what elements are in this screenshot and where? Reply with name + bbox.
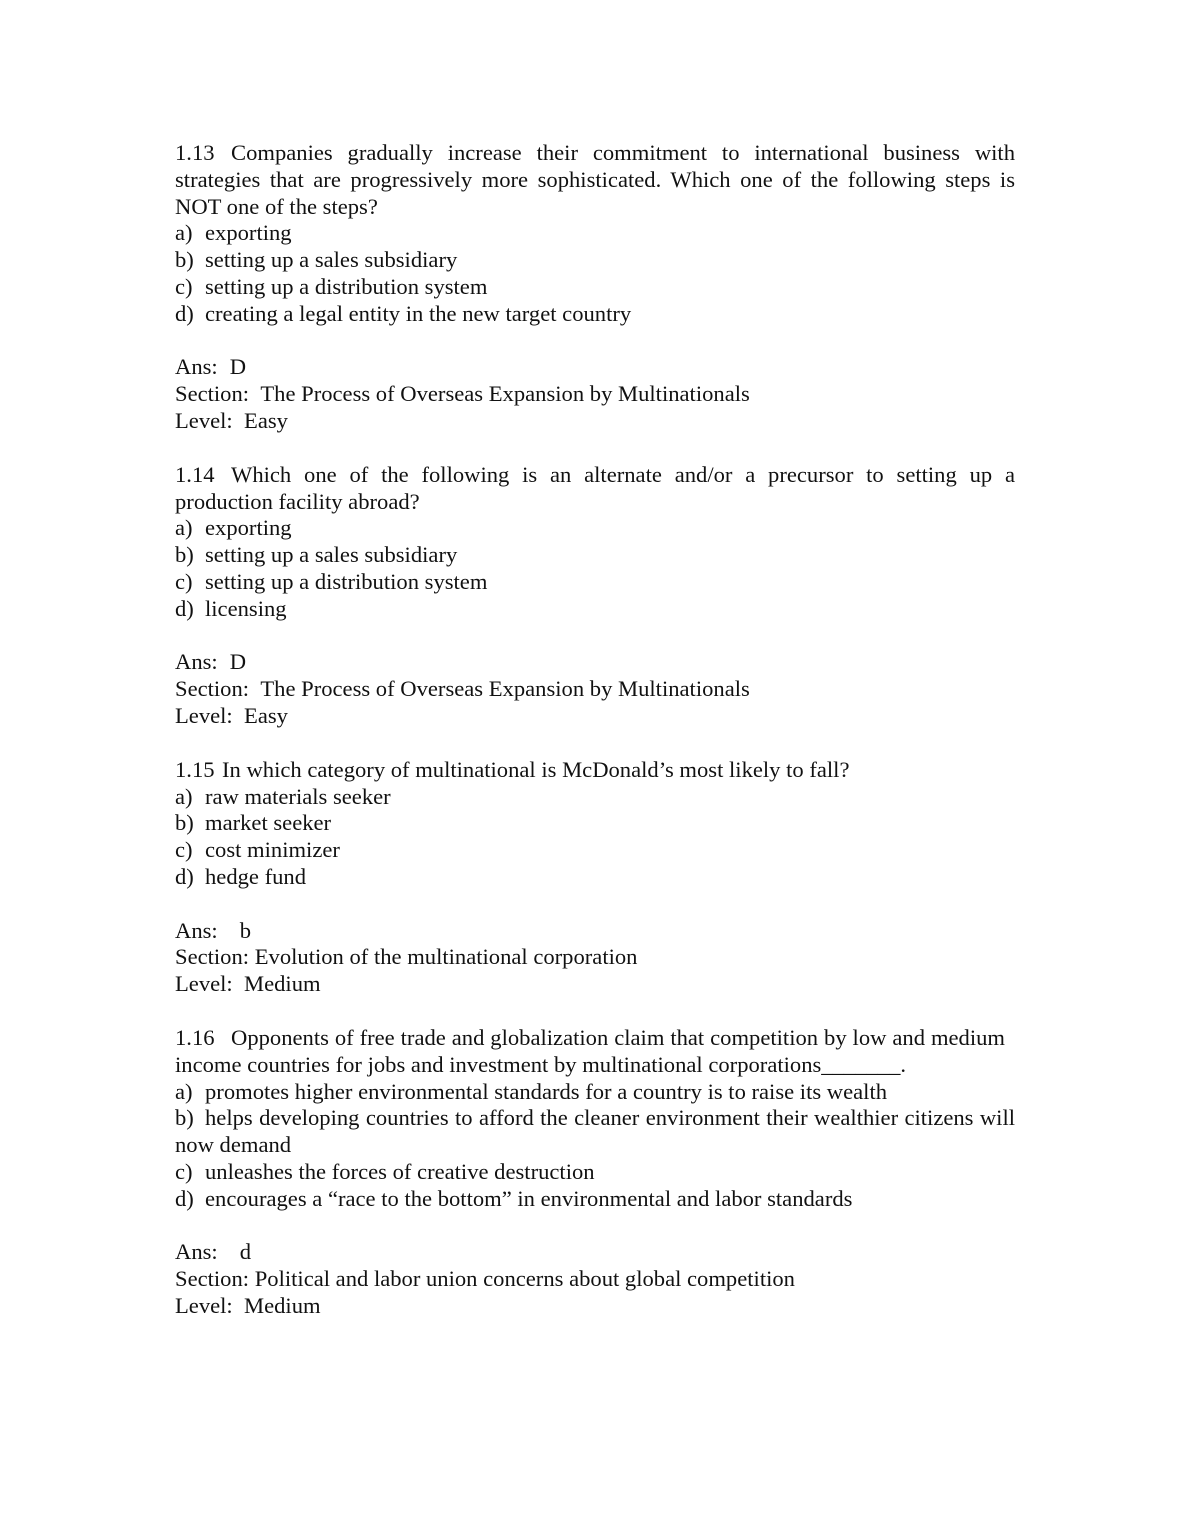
section-value: The Process of Overseas Expansion by Multinationals [260,381,750,407]
option-text: market seeker [205,810,332,836]
question-text: Which one of the following is an alternate and/or a precursor to setting up a production facility abroad? [175,461,1015,514]
answer-label: Ans: [175,1239,218,1265]
question-meta [175,649,1015,729]
option-d [175,864,1015,891]
level-label: Level: [175,1292,233,1318]
answer-line [175,649,1015,676]
section-line [175,381,1015,408]
level-label: Level: [175,702,233,728]
option-text: exporting [205,515,292,541]
section-line [175,944,1015,971]
option-letter: a) [175,220,193,246]
option-c [175,837,1015,864]
section-value: The Process of Overseas Expansion by Multinationals [260,676,750,702]
question-number: 1.16 [175,1024,215,1050]
question-1-13 [175,140,1015,435]
section-value: Political and labor union concerns about global competition [254,1266,795,1292]
option-text: hedge fund [205,863,307,889]
option-letter: b) [175,247,194,273]
option-text: licensing [205,595,287,621]
answer-options [175,515,1015,622]
section-label: Section: [175,1266,250,1292]
answer-line [175,918,1015,945]
option-b [175,542,1015,569]
section-label: Section: [175,944,250,970]
option-letter: c) [175,273,193,299]
answer-options [175,784,1015,891]
question-number: 1.14 [175,461,215,487]
answer-value: d [239,1239,251,1265]
level-value: Easy [244,702,288,728]
option-d [175,596,1015,623]
option-letter: d) [175,595,194,621]
option-b [175,810,1015,837]
answer-label: Ans: [175,649,218,675]
question-1-16 [175,1025,1015,1320]
option-d [175,301,1015,328]
question-1-14 [175,462,1015,730]
option-b [175,1105,1015,1159]
section-label: Section: [175,676,250,702]
option-letter: b) [175,542,194,568]
option-letter: a) [175,515,193,541]
question-stem [175,140,1015,220]
section-line [175,1266,1015,1293]
option-c [175,569,1015,596]
level-line [175,703,1015,730]
option-b [175,247,1015,274]
option-a [175,515,1015,542]
option-letter: a) [175,1078,193,1104]
section-label: Section: [175,381,250,407]
answer-options [175,1079,1015,1213]
option-letter: d) [175,300,194,326]
option-text: creating a legal entity in the new target country [205,300,632,326]
question-text: Opponents of free trade and globalization claim that competition by low and medium income countries for jobs and investment by multinational corporations_______. [175,1024,1005,1077]
answer-label: Ans: [175,354,218,380]
option-letter: a) [175,783,193,809]
level-line [175,408,1015,435]
option-d [175,1186,1015,1213]
document-page [175,140,1015,1320]
question-stem [175,1025,1005,1079]
option-a [175,784,1015,811]
option-text: promotes higher environmental standards for a country is to raise its wealth [205,1078,888,1104]
option-text: unleashes the forces of creative destruction [205,1158,595,1184]
level-value: Medium [244,971,321,997]
answer-label: Ans: [175,917,218,943]
level-value: Easy [244,407,288,433]
option-letter: c) [175,1158,193,1184]
option-text: helps developing countries to afford the cleaner environment their wealthier citizens will now demand [175,1105,1015,1158]
answer-options [175,220,1015,327]
option-text: setting up a distribution system [205,568,488,594]
option-a [175,1079,1015,1106]
question-stem [175,462,1015,516]
option-c [175,1159,1015,1186]
question-meta [175,354,1015,434]
question-number: 1.15 [175,756,215,782]
question-meta [175,918,1015,998]
option-a [175,220,1015,247]
option-letter: b) [175,1105,194,1131]
question-stem [175,757,1015,784]
option-letter: b) [175,810,194,836]
level-line [175,971,1015,998]
level-label: Level: [175,407,233,433]
option-letter: c) [175,568,193,594]
question-text: In which category of multinational is McDonald’s most likely to fall? [222,756,850,782]
section-value: Evolution of the multinational corporation [254,944,638,970]
answer-value: D [229,649,247,675]
option-text: cost minimizer [205,837,340,863]
question-meta [175,1239,1015,1319]
level-line [175,1293,1015,1320]
answer-line [175,1239,1015,1266]
option-text: encourages a “race to the bottom” in environmental and labor standards [205,1185,853,1211]
answer-line [175,354,1015,381]
level-label: Level: [175,971,233,997]
option-letter: c) [175,837,193,863]
answer-value: D [229,354,247,380]
section-line [175,676,1015,703]
level-value: Medium [244,1292,321,1318]
option-c [175,274,1015,301]
option-letter: d) [175,863,194,889]
option-text: setting up a sales subsidiary [205,247,458,273]
option-text: exporting [205,220,292,246]
answer-value: b [239,917,251,943]
option-text: raw materials seeker [205,783,391,809]
question-text: Companies gradually increase their commitment to international business with strategies that are progressively more sophisticated. Which one of the following steps is NOT one of the steps? [175,140,1015,219]
option-text: setting up a distribution system [205,273,488,299]
option-letter: d) [175,1185,194,1211]
question-number: 1.13 [175,140,215,165]
question-1-15 [175,757,1015,998]
option-text: setting up a sales subsidiary [205,542,458,568]
